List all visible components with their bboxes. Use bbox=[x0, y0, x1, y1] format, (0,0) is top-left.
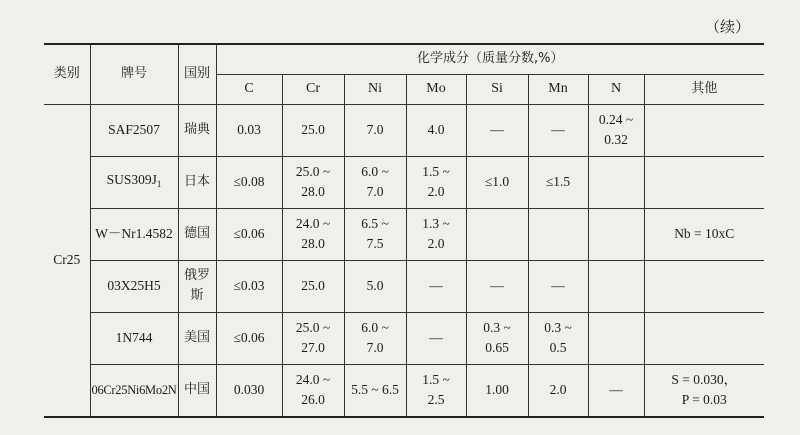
mo-cell: 1.3 ~ 2.0 bbox=[406, 208, 466, 260]
mo-cell: 1.5 ~ 2.0 bbox=[406, 156, 466, 208]
header-element-mn: Mn bbox=[528, 74, 588, 104]
cr-cell: 24.0 ~ 26.0 bbox=[282, 364, 344, 417]
table-row bbox=[44, 260, 764, 312]
other-cell bbox=[644, 104, 764, 156]
n-cell bbox=[588, 260, 644, 312]
cr-cell: 25.0 bbox=[282, 260, 344, 312]
mo-cell: 1.5 ~ 2.5 bbox=[406, 364, 466, 417]
n-cell: — bbox=[588, 364, 644, 417]
si-cell: 1.00 bbox=[466, 364, 528, 417]
c-cell: ≤0.06 bbox=[216, 208, 282, 260]
c-cell: ≤0.03 bbox=[216, 260, 282, 312]
header-composition: 化学成分（质量分数,%） bbox=[216, 44, 764, 74]
n-cell bbox=[588, 156, 644, 208]
other-cell bbox=[644, 156, 764, 208]
header-element-other: 其他 bbox=[644, 74, 764, 104]
ni-cell: 6.0 ~ 7.0 bbox=[344, 312, 406, 364]
mo-cell: — bbox=[406, 312, 466, 364]
n-cell bbox=[588, 312, 644, 364]
country-cell: 瑞典 bbox=[178, 104, 216, 156]
table-row bbox=[44, 312, 764, 364]
table-row bbox=[44, 104, 764, 156]
country-cell: 美国 bbox=[178, 312, 216, 364]
header-element-n: N bbox=[588, 74, 644, 104]
category-cell: Cr25 bbox=[44, 104, 90, 417]
grade-cell: 06Cr25Ni6Mo2N bbox=[90, 364, 178, 417]
other-cell bbox=[644, 260, 764, 312]
table-row bbox=[44, 156, 764, 208]
c-cell: ≤0.06 bbox=[216, 312, 282, 364]
c-cell: 0.03 bbox=[216, 104, 282, 156]
other-cell: Nb = 10xC bbox=[644, 208, 764, 260]
ni-cell: 5.0 bbox=[344, 260, 406, 312]
header-element-cr: Cr bbox=[282, 74, 344, 104]
cr-cell: 25.0 ~ 27.0 bbox=[282, 312, 344, 364]
other-cell bbox=[644, 312, 764, 364]
header-country: 国别 bbox=[178, 44, 216, 104]
ni-cell: 6.5 ~ 7.5 bbox=[344, 208, 406, 260]
si-cell: 0.3 ~ 0.65 bbox=[466, 312, 528, 364]
cr-cell: 25.0 ~ 28.0 bbox=[282, 156, 344, 208]
c-cell: ≤0.08 bbox=[216, 156, 282, 208]
header-element-mo: Mo bbox=[406, 74, 466, 104]
mn-cell: — bbox=[528, 260, 588, 312]
si-cell: — bbox=[466, 260, 528, 312]
si-cell: ≤1.0 bbox=[466, 156, 528, 208]
grade-cell: W－Nr1.4582 bbox=[90, 208, 178, 260]
si-cell bbox=[466, 208, 528, 260]
ni-cell: 7.0 bbox=[344, 104, 406, 156]
ni-cell: 5.5 ~ 6.5 bbox=[344, 364, 406, 417]
n-cell bbox=[588, 208, 644, 260]
grade-cell: 03X25H5 bbox=[90, 260, 178, 312]
composition-table bbox=[44, 43, 764, 418]
cr-cell: 25.0 bbox=[282, 104, 344, 156]
mn-cell: 0.3 ~ 0.5 bbox=[528, 312, 588, 364]
header-grade: 牌号 bbox=[90, 44, 178, 104]
ni-cell: 6.0 ~ 7.0 bbox=[344, 156, 406, 208]
mo-cell: 4.0 bbox=[406, 104, 466, 156]
country-cell: 日本 bbox=[178, 156, 216, 208]
country-cell: 德国 bbox=[178, 208, 216, 260]
cr-cell: 24.0 ~ 28.0 bbox=[282, 208, 344, 260]
n-cell: 0.24 ~ 0.32 bbox=[588, 104, 644, 156]
table-row bbox=[44, 208, 764, 260]
continued-label: （续） bbox=[704, 20, 750, 36]
header-element-si: Si bbox=[466, 74, 528, 104]
header-category: 类别 bbox=[44, 44, 90, 104]
grade-cell: $SUS309J_1$ bbox=[90, 156, 178, 208]
table-row bbox=[44, 364, 764, 417]
mn-cell bbox=[528, 208, 588, 260]
mn-cell: ≤1.5 bbox=[528, 156, 588, 208]
mo-cell: — bbox=[406, 260, 466, 312]
header-element-ni: Ni bbox=[344, 74, 406, 104]
grade-cell: SAF2507 bbox=[90, 104, 178, 156]
c-cell: 0.030 bbox=[216, 364, 282, 417]
si-cell: — bbox=[466, 104, 528, 156]
country-cell: 俄罗 斯 bbox=[178, 260, 216, 312]
header-element-c: C bbox=[216, 74, 282, 104]
mn-cell: 2.0 bbox=[528, 364, 588, 417]
mn-cell: — bbox=[528, 104, 588, 156]
grade-cell: 1N744 bbox=[90, 312, 178, 364]
country-cell: 中国 bbox=[178, 364, 216, 417]
other-cell: S = 0.030， P = 0.03 bbox=[644, 364, 764, 417]
